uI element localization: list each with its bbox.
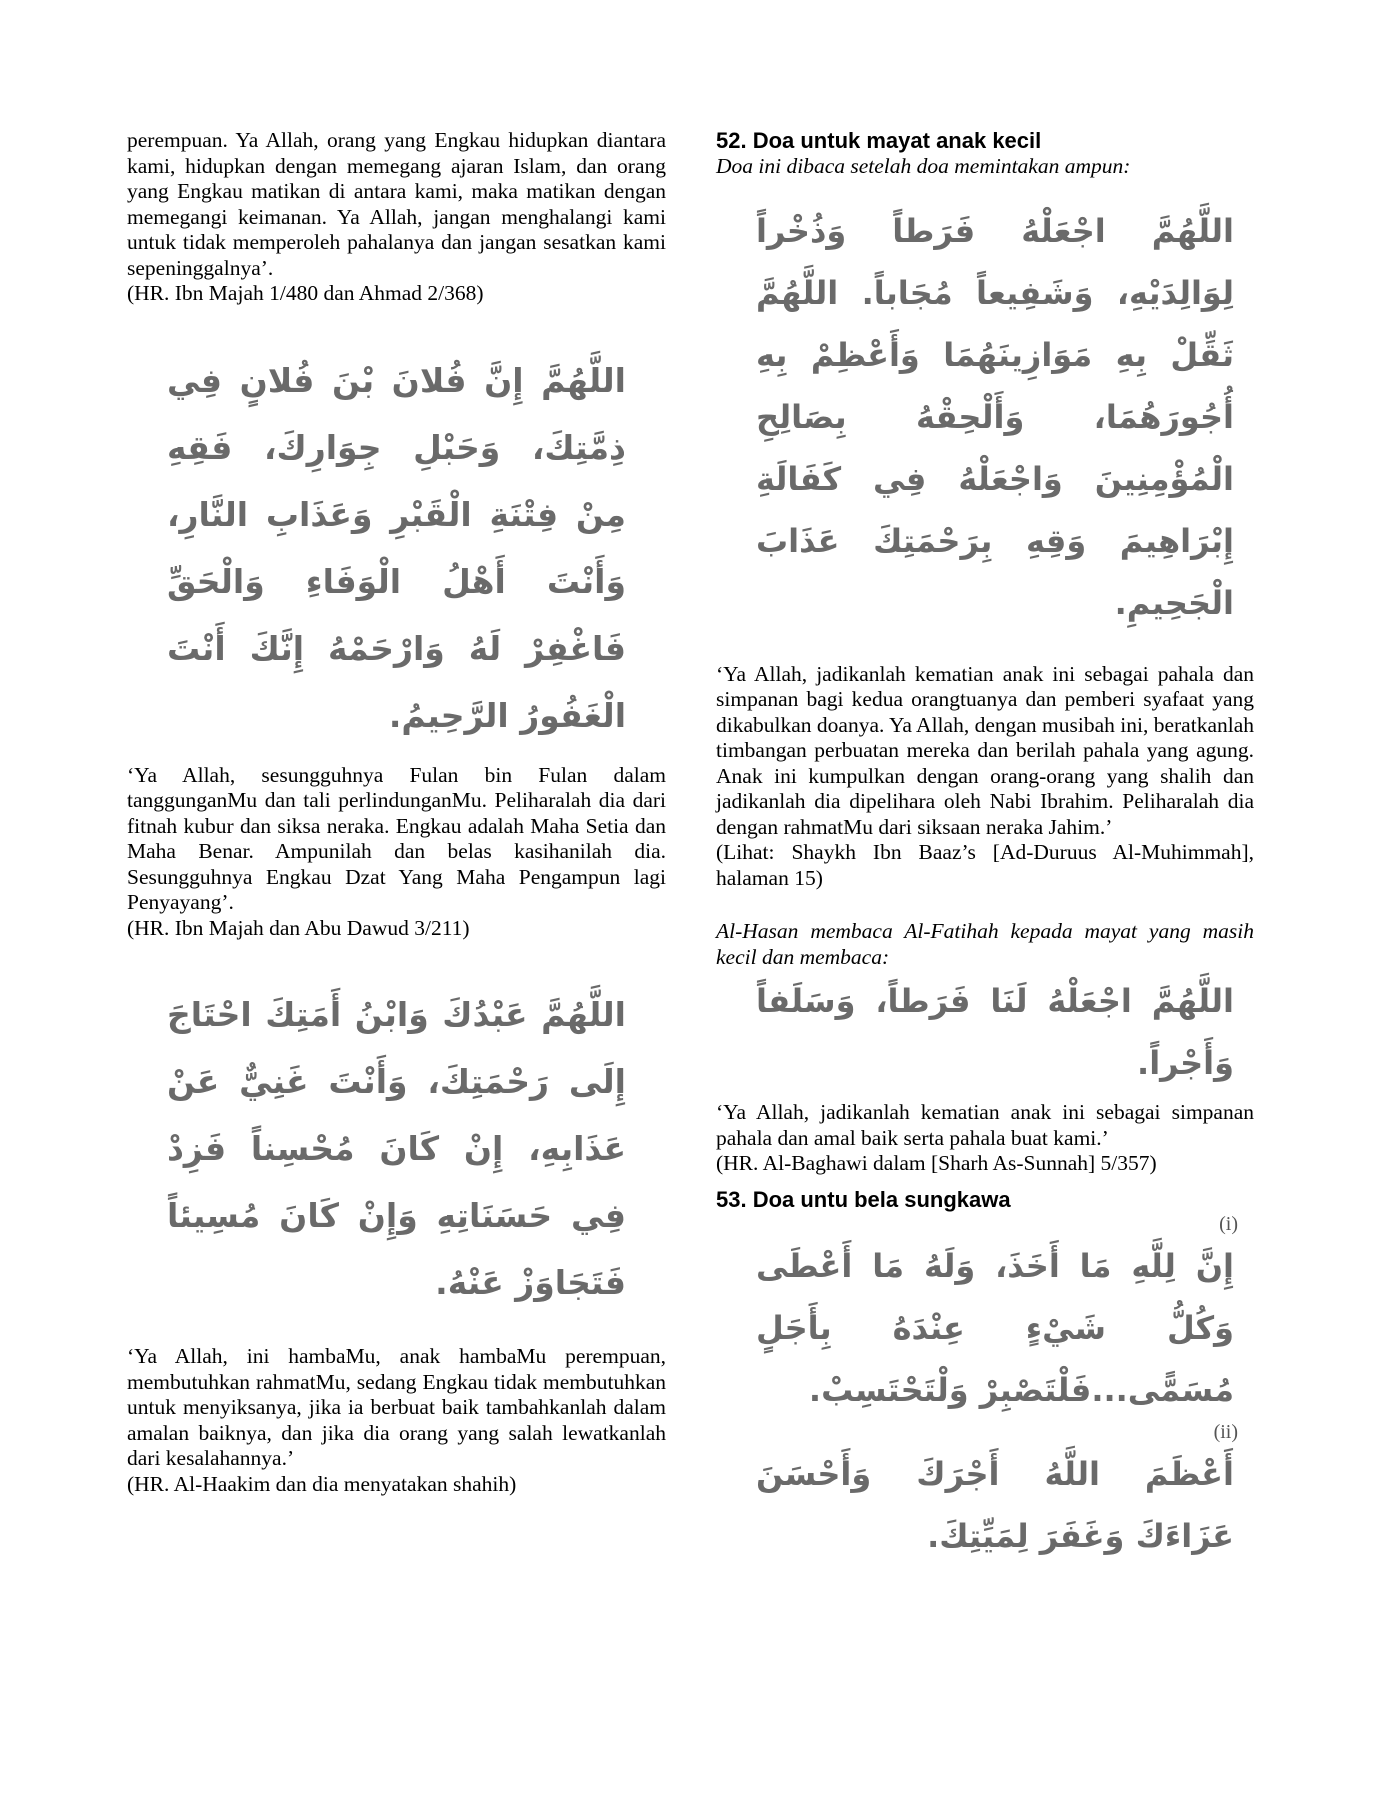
right-column: [716, 128, 1254, 1567]
arabic-prayer-4: اللَّهُمَّ اجْعَلْهُ لَنَا فَرَطاً، وَسَلَفاً وَأَجْراً.: [756, 982, 1234, 1082]
heading-52: 52. Doa untuk mayat anak kecil: [716, 128, 1042, 153]
reference-5: (HR. Al-Baghawi dalam [Sharh As-Sunnah] 5/357): [716, 1151, 1157, 1175]
heading-53: 53. Doa untu bela sungkawa: [716, 1186, 1011, 1212]
arabic-prayer-5: إِنَّ لِلَّهِ مَا أَخَذَ، وَلَهُ مَا أَعْطَى وَكُلُّ شَيْءٍ عِنْدَهُ بِأَجَلٍ مُسَمًّى...فَلْتَصْبِرْ وَلْتَحْتَسِبْ.: [756, 1246, 1234, 1409]
arabic-prayer-1: اللَّهُمَّ إِنَّ فُلانَ بْنَ فُلانٍ فِي ذِمَّتِكَ، وَحَبْلِ جِوَارِكَ، فَقِهِ مِنْ فِتْنَةِ الْقَبْرِ وَعَذَابِ النَّارِ، وَأَنْتَ أَهْلُ الْوَفَاءِ وَالْحَقِّ فَاغْفِرْ لَهُ وَارْحَمْهُ إِنَّكَ أَنْتَ الْغَفُورُ الرَّحِيمُ.: [167, 360, 626, 735]
label-i: (i): [1219, 1212, 1238, 1235]
arabic-prayer-2: اللَّهُمَّ عَبْدُكَ وَابْنُ أَمَتِكَ احْتَاجَ إِلَى رَحْمَتِكَ، وَأَنْتَ غَنِيٌّ عَنْ عَذَابِهِ، إِنْ كَانَ مُحْسِناً فَزِدْ فِي حَسَنَاتِهِ وَإِنْ كَانَ مُسِيئاً فَتَجَاوَزْ عَنْهُ.: [167, 995, 626, 1302]
intro-52: Doa ini dibaca setelah doa memintakan ampun:: [716, 154, 1131, 178]
reference-3: (HR. Al-Haakim dan dia menyatakan shahih): [127, 1471, 517, 1496]
arabic-prayer-6: أَعْظَمَ اللَّهُ أَجْرَكَ وَأَحْسَنَ عَزَاءَكَ وَغَفَرَ لِمَيِّتِكَ.: [756, 1454, 1234, 1555]
translation-5: ‘Ya Allah, jadikanlah kematian anak ini sebagai simpanan pahala dan amal baik serta pahala buat kami.’: [716, 1100, 1254, 1150]
translation-3: ‘Ya Allah, ini hambaMu, anak hambaMu perempuan, membutuhkan rahmatMu, sedang Engkau tidak membutuhkan untuk menyiksanya, jika ia berbuat baik tambahkanlah dalam amalan baiknya, dan jika dia orang yang salah lewatkanlah dari kesalahannya.’: [127, 1344, 666, 1470]
reference-2: (HR. Ibn Majah dan Abu Dawud 3/211): [127, 915, 470, 940]
intro-al-hasan: Al-Hasan membaca Al-Fatihah kepada mayat yang masih kecil dan membaca:: [716, 919, 1254, 969]
label-ii: (ii): [1213, 1420, 1238, 1443]
translation-2: ‘Ya Allah, sesungguhnya Fulan bin Fulan dalam tanggunganMu dan tali perlindunganMu. Peliharalah dia dari fitnah kubur dan siksa neraka. Engkau adalah Maha Setia dan Maha Benar. Ampunilah dan belas kasihanilah dia. Sesungguhnya Engkau Dzat Yang Maha Pengampun lagi Penyayang’.: [127, 762, 666, 914]
arabic-prayer-3: اللَّهُمَّ اجْعَلْهُ فَرَطاً وَذُخْراً لِوَالِدَيْهِ، وَشَفِيعاً مُجَاباً. اللَّهُمَّ ثَقِّلْ بِهِ مَوَازِينَهُمَا وَأَعْظِمْ بِهِ أُجُورَهُمَا، وَأَلْحِقْهُ بِصَالِحِ الْمُؤْمِنِينَ وَاجْعَلْهُ فِي كَفَالَةِ إِبْرَاهِيمَ وَقِهِ بِرَحْمَتِكَ عَذَابَ الْجَحِيمِ.: [756, 211, 1234, 622]
paragraph-continuation: perempuan. Ya Allah, orang yang Engkau hidupkan diantara kami, hidupkan dengan memegang ajaran Islam, dan orang yang Engkau matikan di antara kami, maka matikan dengan memegangi keimanan. Ya Allah, jangan menghalangi kami untuk tidak memperoleh pahalanya dan jangan sesatkan kami sepeninggalnya’.: [127, 128, 666, 280]
reference-1: (HR. Ibn Majah 1/480 dan Ahmad 2/368): [127, 281, 484, 305]
translation-4: ‘Ya Allah, jadikanlah kematian anak ini sebagai pahala dan simpanan bagi kedua orangtuanya dan pemberi syafaat yang dikabulkan doanya. Ya Allah, dengan musibah ini, beratkanlah timbangan perbuatan mereka dan berilah pahala yang agung. Anak ini kumpulkan dengan orang-orang yang shalih dan jadikanlah dia dipelihara oleh Nabi Ibrahim. Peliharalah dia dengan rahmatMu dari siksaan neraka Jahim.’: [716, 661, 1254, 839]
left-column: [127, 128, 666, 1497]
reference-4: (Lihat: Shaykh Ibn Baaz’s [Ad-Duruus Al-Muhimmah], halaman 15): [716, 840, 1254, 890]
